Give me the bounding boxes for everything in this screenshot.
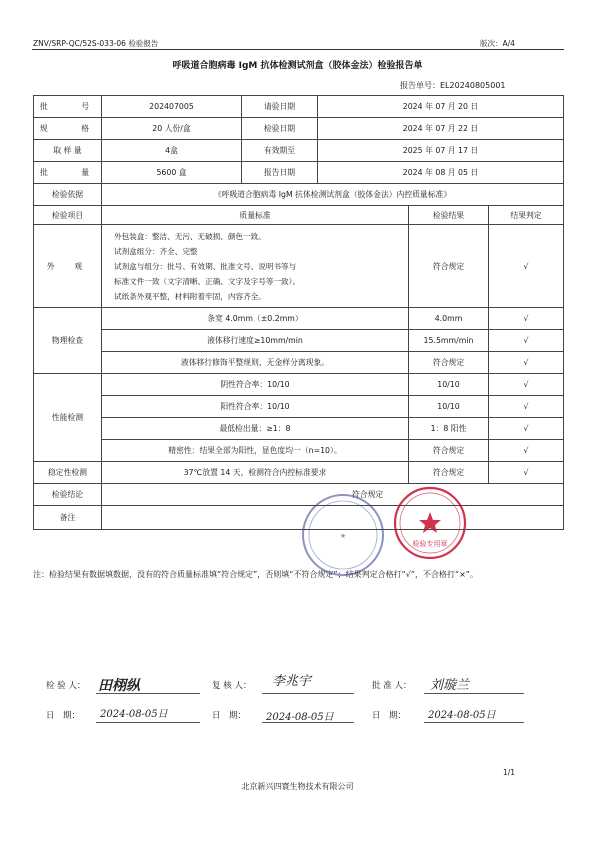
performance-standard: 最低检出量：≥1：8 <box>102 418 409 440</box>
date-line <box>424 722 524 723</box>
header-item: 检验项目 <box>34 206 102 225</box>
performance-result: 10/10 <box>409 374 489 396</box>
approver-signature: 刘璇兰 <box>430 678 470 693</box>
performance-result: 1：8 阳性 <box>409 418 489 440</box>
standard-line: 试剂盒与组分：批号、有效期、批准文号、说明书等与 <box>114 261 297 271</box>
stability-verdict: √ <box>489 462 564 484</box>
info-label: 有效期至 <box>242 140 318 162</box>
document-code: ZNV/SRP-QC/52S-033-06 检验报告 <box>33 39 159 48</box>
performance-verdict: √ <box>489 374 564 396</box>
reviewer-line <box>262 693 354 694</box>
appearance-result: 符合规定 <box>409 225 489 308</box>
column-header-row <box>34 206 564 225</box>
date-label: 日 期： <box>46 711 81 721</box>
info-label: 批 号 <box>34 96 102 118</box>
stability-result: 符合规定 <box>409 462 489 484</box>
info-label: 检验日期 <box>242 118 318 140</box>
conclusion-label: 检验结论 <box>34 484 102 506</box>
performance-label: 性能检测 <box>34 374 102 462</box>
stability-row <box>34 462 564 484</box>
info-value: 4盒 <box>102 140 242 162</box>
physical-verdict: √ <box>489 308 564 330</box>
performance-standard: 阴性符合率：10/10 <box>102 374 409 396</box>
physical-row <box>34 330 564 352</box>
performance-verdict: √ <box>489 440 564 462</box>
inspector-line <box>96 693 200 694</box>
header-result: 检验结果 <box>409 206 489 225</box>
date-label: 日 期： <box>372 711 407 721</box>
report-number: 报告单号：EL20240805001 <box>400 81 506 90</box>
footnote: 注：检验结果有数据填数据，没有的符合质量标准填“符合规定”，否则填“不符合规定”；结果判定合格打“√”，不合格打“×”。 <box>33 570 478 579</box>
performance-row <box>34 418 564 440</box>
conclusion-row <box>34 484 564 506</box>
info-label: 批 量 <box>34 162 102 184</box>
report-title: 呼吸道合胞病毒 IgM 抗体检测试剂盒（胶体金法）检验报告单 <box>172 61 423 71</box>
stability-label: 稳定性检测 <box>34 462 102 484</box>
date-line <box>262 722 354 723</box>
standard-line: 试纸条外观平整，材料附着牢固，内容齐全。 <box>114 291 266 301</box>
inspection-table <box>33 95 564 530</box>
performance-verdict: √ <box>489 396 564 418</box>
version-label: 版次：A/4 <box>480 39 515 48</box>
standard-line: 外包装盒：整洁、无污、无破损、颜色一致。 <box>114 231 266 241</box>
physical-standard: 液体移行修饰平整规则，无金样分离现象。 <box>102 352 409 374</box>
info-value: 2024 年 07 月 22 日 <box>318 118 564 140</box>
info-value: 202407005 <box>102 96 242 118</box>
info-row <box>34 162 564 184</box>
inspection-seal <box>392 485 468 561</box>
info-value: 20 人份/盒 <box>102 118 242 140</box>
date-label: 日 期： <box>212 711 247 721</box>
inspector-label: 检 验 人： <box>46 681 86 691</box>
physical-row <box>34 308 564 330</box>
basis-value: 《呼吸道合胞病毒 IgM 抗体检测试剂盒（胶体金法）内控质量标准》 <box>102 184 564 206</box>
performance-standard: 阳性符合率：10/10 <box>102 396 409 418</box>
standard-line: 试剂盒组分：齐全、完整 <box>114 246 198 256</box>
conclusion-value: 符合规定 <box>102 484 564 506</box>
svg-text:★: ★ <box>339 532 347 540</box>
seal-text: 检验专用章 <box>412 540 448 548</box>
basis-label: 检验依据 <box>34 184 102 206</box>
basis-row <box>34 184 564 206</box>
approver-date: 2024-08-05日 <box>428 710 496 721</box>
appearance-label: 外 观 <box>34 225 102 308</box>
performance-row <box>34 396 564 418</box>
appearance-row <box>34 225 564 308</box>
info-label: 请验日期 <box>242 96 318 118</box>
physical-result: 符合规定 <box>409 352 489 374</box>
physical-standard: 条宽 4.0mm（±0.2mm） <box>102 308 409 330</box>
physical-verdict: √ <box>489 330 564 352</box>
remark-label: 备注 <box>34 506 102 530</box>
appearance-verdict: √ <box>489 225 564 308</box>
header-standard: 质量标准 <box>102 206 409 225</box>
reviewer-date: 2024-08-05日 <box>266 712 334 723</box>
remark-row <box>34 506 564 530</box>
appearance-standard <box>102 225 409 308</box>
performance-standard: 精密性：结果全部为阳性，显色度均一（n=10）。 <box>102 440 409 462</box>
info-row <box>34 118 564 140</box>
header-verdict: 结果判定 <box>489 206 564 225</box>
inspector-date: 2024-08-05日 <box>100 709 168 720</box>
performance-verdict: √ <box>489 418 564 440</box>
info-value: 2024 年 07 月 20 日 <box>318 96 564 118</box>
header-divider <box>32 49 564 50</box>
performance-result: 符合规定 <box>409 440 489 462</box>
info-value: 2025 年 07 月 17 日 <box>318 140 564 162</box>
physical-standard: 液体移行速度≥10mm/min <box>102 330 409 352</box>
inspector-signature: 田栩纵 <box>98 678 140 694</box>
physical-label: 物理检查 <box>34 308 102 374</box>
reviewer-label: 复 核 人： <box>212 681 252 691</box>
info-row <box>34 96 564 118</box>
stability-standard: 37℃放置 14 天，检测符合内控标准要求 <box>102 462 409 484</box>
standard-line: 标准文件一致（文字清晰、正确、文字及字号等一致）。 <box>114 276 301 286</box>
performance-result: 10/10 <box>409 396 489 418</box>
info-label: 规 格 <box>34 118 102 140</box>
company-footer: 北京新兴四寰生物技术有限公司 <box>241 782 354 791</box>
info-label: 取 样 量 <box>34 140 102 162</box>
date-line <box>96 722 200 723</box>
approver-line <box>424 693 524 694</box>
reviewer-signature: 李兆宇 <box>272 674 312 689</box>
physical-row <box>34 352 564 374</box>
info-row <box>34 140 564 162</box>
page-number: 1/1 <box>503 768 516 777</box>
physical-result: 4.0mm <box>409 308 489 330</box>
info-label: 报告日期 <box>242 162 318 184</box>
info-value: 2024 年 08 月 05 日 <box>318 162 564 184</box>
performance-row <box>34 374 564 396</box>
physical-result: 15.5mm/min <box>409 330 489 352</box>
performance-row <box>34 440 564 462</box>
physical-verdict: √ <box>489 352 564 374</box>
approver-label: 批 准 人： <box>372 681 412 691</box>
info-value: 5600 盒 <box>102 162 242 184</box>
